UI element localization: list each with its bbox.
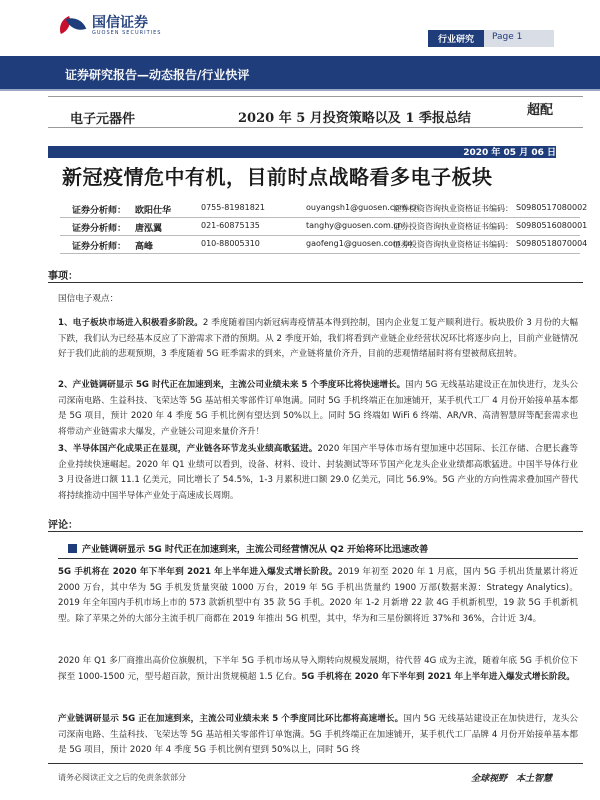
analyst-name: 高峰	[135, 242, 154, 252]
sector-name: 电子元器件	[70, 112, 136, 127]
analyst-email[interactable]: tanghy@guosen.com.cn	[306, 221, 403, 230]
logo-icon	[58, 14, 86, 38]
cert-number: S0980518070004	[516, 239, 588, 248]
page-label: Page 1	[484, 30, 554, 47]
analyst-name: 欧阳仕华	[135, 206, 172, 216]
para-3	[58, 712, 578, 759]
analyst-label: 证券分析师：	[72, 224, 127, 234]
main-title: 新冠疫情危中有机，目前时点战略看多电子板块	[62, 165, 493, 189]
point-1-lead: 1、电子板块市场进入积极看多阶段。	[58, 318, 203, 328]
analyst-phone: 010-88005310	[201, 239, 260, 248]
cert-label: 证券投资咨询执业资格证书编码：	[393, 222, 513, 231]
para-1-lead: 5G 手机将在 2020 年下半年到 2021 年上半年进入爆发式增长阶段。	[58, 567, 338, 577]
analyst-row	[60, 200, 588, 218]
analyst-row	[60, 236, 588, 254]
point-2-text: 国内 5G 无线基站建设正在加快进行，龙头公司深南电路、生益科技、飞荣达等 5G 基站相关零部件订单饱满。同时 5G 手机终端正在加速铺开，某手机代工厂 4 月份开始接单基本都是 5G 项目，预计 2020 年 4 季度 5G 手机比例有望达到 50%以上。同时 5G 终端如 WiFi 6 终端、AR/VR、高清智慧屏等配套需求也将带动产业链需求大爆发，产业链公司迎来量价齐升！	[58, 380, 578, 437]
analyst-phone: 021-60875135	[201, 221, 260, 230]
point-3	[58, 442, 578, 504]
rating: 超配	[527, 103, 554, 118]
report-type-tag: 行业研究	[428, 30, 484, 47]
band-divider	[0, 89, 600, 91]
footer-slogan: 全球视野 本土智慧	[470, 774, 552, 784]
para-2-lead: 5G 手机将在 2020 年下半年到 2021 年上半年进入爆发式增长阶段。	[301, 671, 575, 682]
views-label: 国信电子观点：	[58, 294, 119, 304]
point-3-text: 2020 年国产半导体市场有望加速中芯国际、长江存储、合肥长鑫等企业持续快速崛起。2020 年 Q1 业绩可以看到，设备、材料、设计、封装测试等环节国产化龙头企业业绩都高歌猛进。中国半导体行业 3 月设备进口额 11.1 亿美元，同比增长了 54.5%，1-3 月累积进口额 29.0 亿美元，同比 56.9%。5G 产业的方向性需求叠加国产替代将持续推动中国半导体产业处于高速成长周期。	[58, 444, 578, 501]
analyst-label: 证券分析师：	[72, 206, 127, 216]
company-logo	[58, 14, 161, 38]
events-divider	[48, 282, 583, 283]
cert-label: 证券投资咨询执业资格证书编码：	[393, 204, 513, 213]
cert-label: 证券投资咨询执业资格证书编码：	[393, 240, 513, 249]
bullet-divider	[58, 558, 578, 559]
report-title: 2020 年 5 月投资策略以及 1 季报总结	[238, 111, 471, 126]
para-2	[58, 654, 578, 685]
point-2-lead: 2、产业链调研显示 5G 时代正在加速到来，主流公司业绩未来 5 个季度环比将快速增长。	[58, 380, 406, 390]
logo-subtext: GUOSEN SECURITIES	[92, 30, 162, 36]
logo-text: 国信证券	[92, 15, 148, 31]
report-category: 证券研究报告—动态报告/行业快评	[65, 68, 250, 82]
bullet-square-icon	[68, 544, 77, 553]
analyst-label: 证券分析师：	[72, 242, 127, 252]
analyst-table	[60, 200, 588, 254]
point-3-lead: 3、半导体国产化成果正在显现，产业链各环节龙头业绩高歌猛进。	[58, 444, 318, 454]
header-tags	[428, 30, 554, 47]
cert-number: S0980516080001	[516, 221, 588, 230]
events-heading: 事项：	[48, 271, 78, 282]
analyst-email[interactable]: ouyangsh1@guosen.com.cn	[306, 203, 419, 212]
point-1-text: 2 季度随着国内新冠病毒疫情基本得到控制，国内企业复工复产顺利进行。板块股价 3 月份的大幅下跌，我们认为已经基本反应了下游需求下滑的预期。从 2 季度开始，我们将看到产业链企业经营状况环比将逐步向上，目前产业链情况好于我们此前的悲观预期，3 季度随着 5G 旺季需求的到来，产业链将量价齐升，目前的悲观情绪届时将有望被彻底扭转。	[58, 318, 578, 359]
cert-number: S0980517080002	[516, 203, 588, 212]
report-date: 2020 年 05 月 06 日	[463, 148, 556, 158]
analyst-email[interactable]: gaofeng1@guosen.com.cn	[306, 239, 413, 248]
analyst-phone: 0755-81981821	[201, 203, 265, 212]
comments-divider	[48, 531, 583, 532]
bullet-title: 产业链调研显示 5G 时代正在加速到来，主流公司经营情况从 Q2 开始将环比迅速改善	[82, 545, 429, 555]
para-2-text: 2020 年 Q1 多厂商推出高价位旗舰机，下半年 5G 手机市场从导入期转向规模发展期，待代替 4G 成为主流，随着年底 5G 手机价位下探至 1000-1500 元，型号超百款，预计出货规模超 1.5 亿台。	[58, 656, 578, 682]
para-1	[58, 565, 578, 627]
footer-divider	[48, 763, 583, 764]
point-2	[58, 378, 578, 440]
row-divider	[60, 253, 580, 254]
comments-heading: 评论：	[48, 520, 78, 531]
point-1	[58, 316, 578, 363]
para-3-text: 国内 5G 无线基站建设正在加快进行，龙头公司深南电路、生益科技、飞荣达等 5G 基站相关零部件订单饱满。5G 手机终端正在加速铺开，某手机代工厂品牌 4 月份开始接单基本都是 5G 项目，预计 2020 年 4 季度 5G 手机比例有望到 50%以上，同时 5G 终	[58, 714, 579, 755]
analyst-row	[60, 218, 588, 236]
analyst-name: 唐泓翼	[135, 224, 163, 234]
para-3-lead: 产业链调研显示 5G 正在加速到来，主流公司业绩未来 5 个季度同比环比都将高速增长。	[58, 714, 404, 724]
para-1-text: 2019 年初至 2020 年 1 月底，国内 5G 手机出货量累计将近 2000 万台，其中华为 5G 手机发货量突破 1000 万台，2019 年 5G 手机出货量约 1900 万部(数据来源：Strategy Analytics)。2019 年全年国内手机市场上市的 573 款新机型中有 35 款 5G 手机。2020 年 1-2 月新增 22 款 4G 手机新机型，19 款 5G 手机新机型。除了苹果之外的大部分主流手机厂商都在 2019 年推出 5G 机型，其中，华为和三星份额将近 37%和 36%，合计近 3/4。	[58, 567, 578, 624]
disclaimer-note: 请务必阅读正文之后的免责条款部分	[58, 773, 186, 782]
